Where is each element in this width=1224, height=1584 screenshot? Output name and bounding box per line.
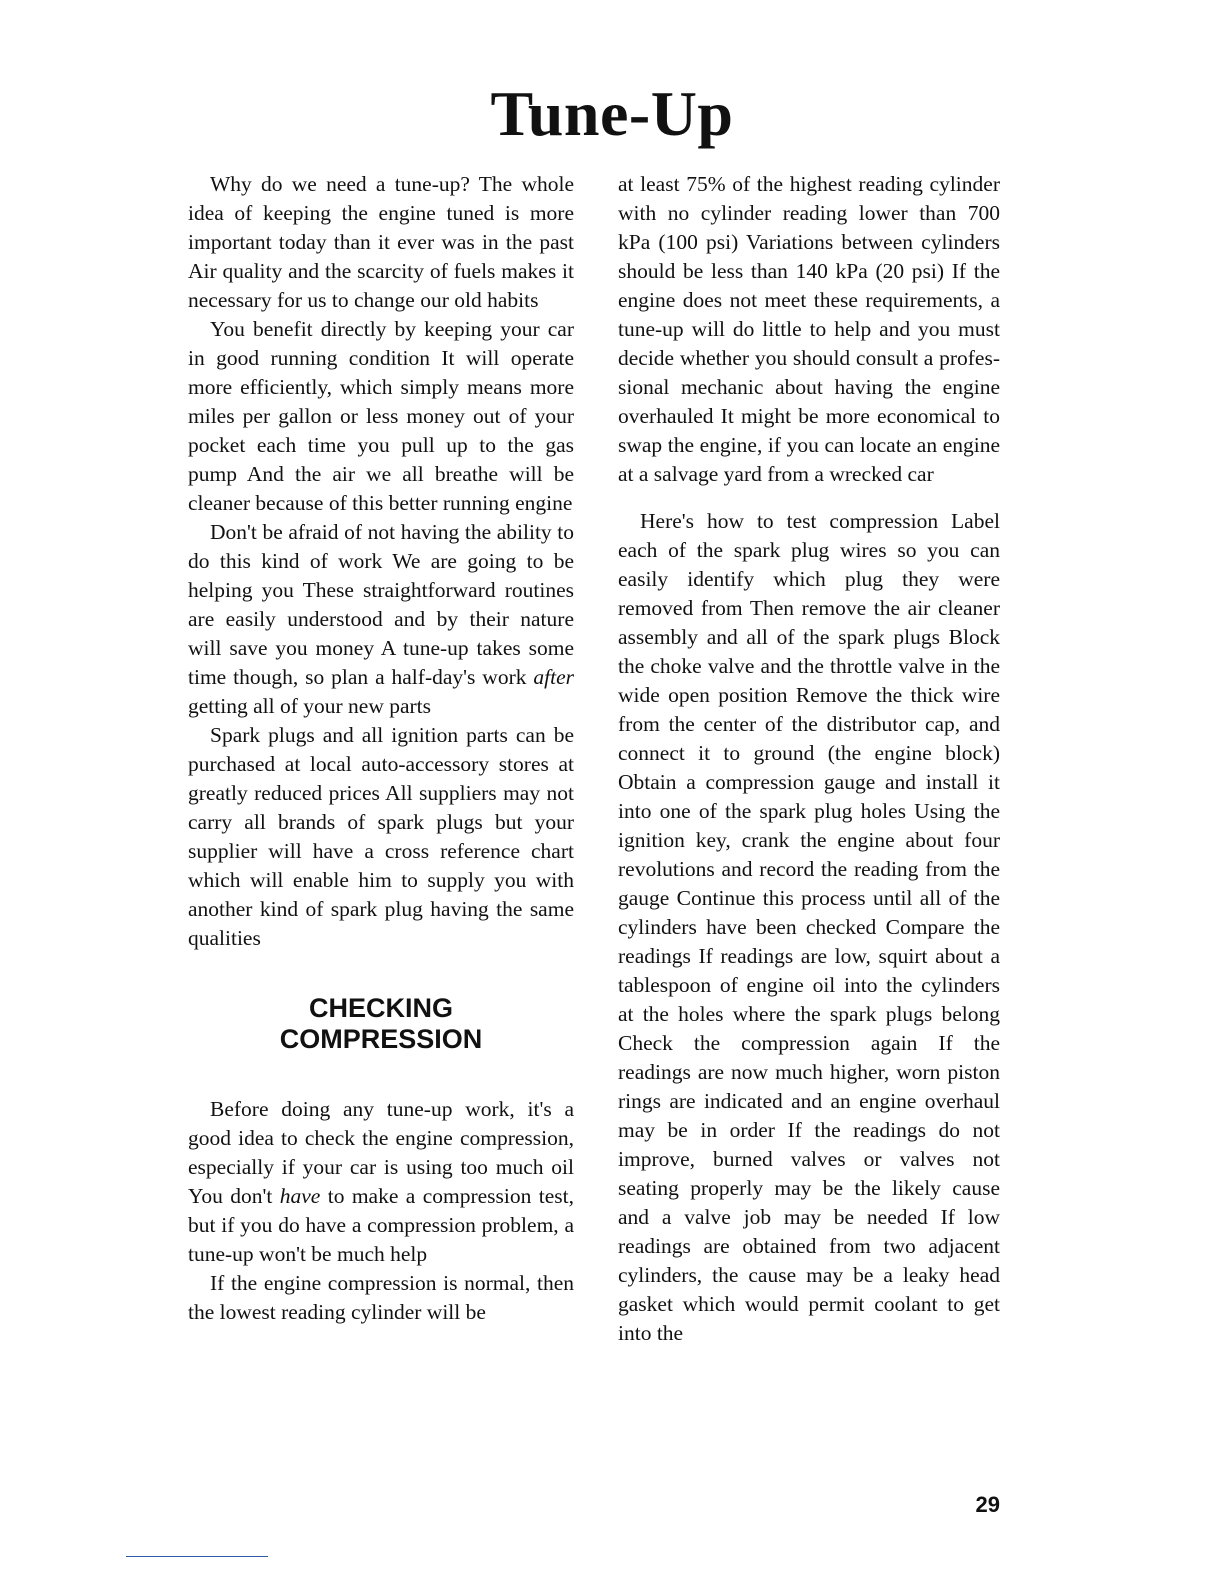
paragraph-5-text-a: Before doing any tune-up work, it's a good idea to check the engine compression, especially if your car is using too much oil You don't [188, 1097, 574, 1208]
paragraph-test-compression: Here's how to test compression Label each of the spark plug wires so you can easily identify which plug they were removed from Then remove the air cleaner assembly and all of the spark plugs Block the choke valve and the throttle valve in the wide open position Remove the thick wire from the center of the distributor cap, and connect it to ground (the engine block) Obtain a compression gauge and install it into one of the spark plug holes Using the ignition key, crank the engine about four revolutions and record the reading from the gauge Continue this process until all of the cylinders have been checked Compare the readings If readings are low, squirt about a tablespoon of engine oil into the cylinders at the holes where the spark plugs belong Check the compression again If the readings are now much higher, worn piston rings are indicated and an engine overhaul may be in order If the readings do not improve, burned valves or valves not seating properly may be the likely cause and a valve job may be needed If low readings are obtained from two adjacent cylinders, the cause may be a leaky head gasket which would permit coolant to get into the [618, 509, 1000, 1345]
page-title: Tune-Up [490, 78, 734, 149]
paragraph-intro-1: Why do we need a tune-up? The whole idea of keeping the engine tuned is more important today than it ever was in the past Air quality and the scarcity of fuels makes it necessary for us to change our old habits [188, 172, 574, 312]
paragraph-3-text-a: Don't be afraid of not having the ability to do this kind of work We are going to be helping you These straightforward routines are easily understood and by their nature will save you money A tune-up takes some time though, so plan a half-day's work [188, 520, 574, 689]
paragraph-normal-compression: If the engine compression is normal, then the lowest reading cylinder will be [188, 1271, 574, 1324]
paragraph-spark-plugs: Spark plugs and all ignition parts can be purchased at local auto-accessory stores at greatly reduced prices All suppliers may not carry all brands of spark plugs but your supplier will have a cross reference chart which will enable him to supply you with another kind of spark plug having the same qualities [188, 723, 574, 950]
section-heading-line-1: CHECKING [308, 993, 453, 1023]
emphasis-after: after [533, 665, 574, 689]
paragraph-5-text-b: to make a compression test, but if you do have a compression problem, a tune-up won't be much help [188, 1184, 574, 1266]
paragraph-intro-3 [188, 518, 574, 721]
paragraph-before-tune-up [188, 1095, 574, 1269]
paragraph-continued: at least 75% of the highest reading cylinder with no cylinder reading lower than 700 kPa (100 psi) Variations between cylinders should be less than 140 kPa (20 psi) If the engine does not meet these requirements, a tune-up will do little to help and you must decide whether you should consult a professional mechanic about having the engine overhauled It might be more economical to swap the engine, if you can locate an engine at a salvage yard from a wrecked car [618, 172, 1000, 486]
paragraph-intro-2: You benefit directly by keeping your car in good running condition It will operate more efficiently, which simply means more miles per gallon or less money out of your pocket each time you pull up to the gas pump And the air we all breathe will be cleaner because of this better running engine [188, 317, 574, 515]
paragraph-3-text-b: getting all of your new parts [188, 694, 432, 718]
section-heading-line-2: COMPRESSION [279, 1024, 483, 1054]
left-column [188, 170, 574, 1327]
emphasis-have: have [279, 1184, 321, 1208]
footer-rule [126, 1556, 268, 1557]
section-heading-checking-compression [188, 993, 574, 1055]
right-column [618, 170, 1000, 1348]
page-number: 29 [975, 1492, 1000, 1517]
